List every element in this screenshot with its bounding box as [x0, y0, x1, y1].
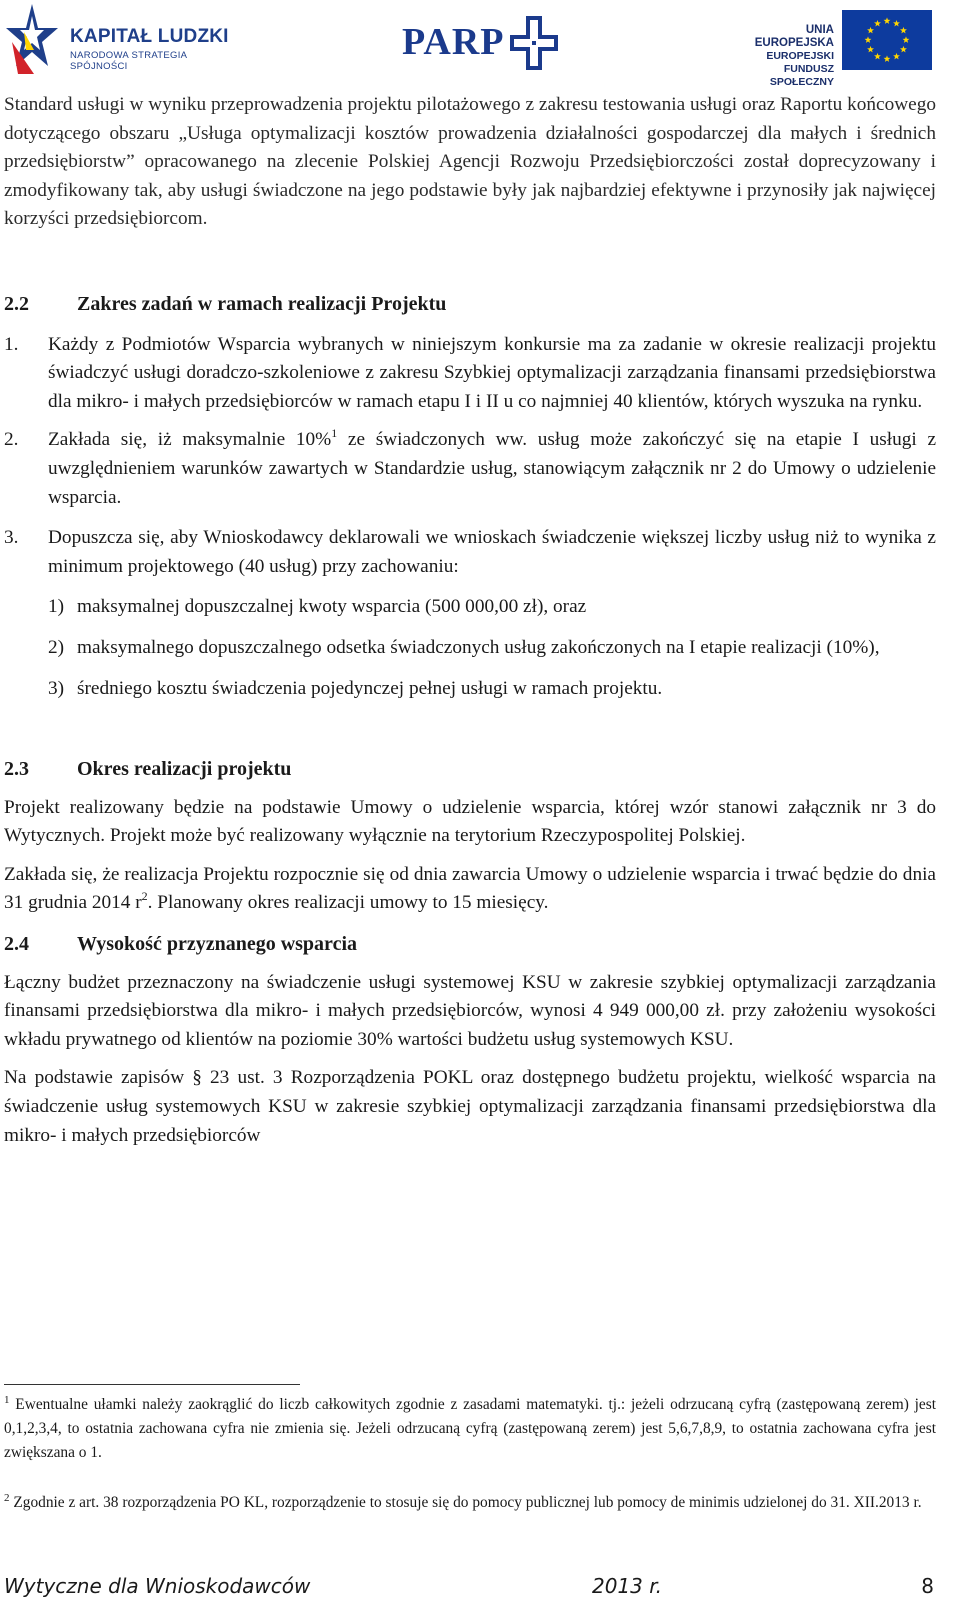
parp-wordmark: PARP	[402, 21, 505, 63]
list-item-1	[4, 331, 936, 417]
footer-year: 2013 r.	[592, 1574, 662, 1598]
sub-item-text: maksymalnej dopuszczalnej kwoty wsparcia (500 000,00 zł), oraz	[77, 596, 587, 618]
footer-title: Wytyczne dla Wnioskodawców	[4, 1574, 311, 1598]
section-title: Okres realizacji projektu	[77, 758, 292, 781]
footnote-marker: 1	[4, 1394, 10, 1406]
list-marker: 2.	[4, 429, 19, 451]
sub-marker: 1)	[48, 596, 65, 618]
section-title: Wysokość przyznanego wsparcia	[77, 933, 357, 956]
footnote-text: Ewentualne ułamki należy zaokrąglić do liczb całkowitych zgodnie z zasadami matematyki. tj.: jeżeli odrzucaną cyfrą (zastępowaną zerem) jest 0,1,2,3,4, to ostatnia zachowana cyfra nie zmienia się. Jeżeli odrzucaną cyfrą (zastępowaną zerem) jest 5,6,7,8,9, to ostatnia zachowana cyfra jest zwiększana o 1.	[4, 1396, 936, 1461]
footnote-text: Zgodnie z art. 38 rozporządzenia PO KL, rozporządzenie to stosuje się do pomocy publicznej lub pomocy de minimis udzielonej do 31. XII.2013 r.	[9, 1494, 922, 1511]
eu-line-3: FUNDUSZ SPOŁECZNY	[769, 63, 834, 88]
s24-paragraph-1: Łączny budżet przeznaczony na świadczenie usługi systemowej KSU w zakresie szybkiej optymalizacji zarządzania finansami przedsiębiorstwa dla mikro- i małych przedsiębiorców, wynosi 4 949 000,00 zł. przy założeniu wysokości wkładu prywatnego od klientów na poziomie 30% wartości budżetu usług systemowych KSU.	[4, 971, 936, 1050]
sub-item-3	[48, 675, 936, 704]
page-header	[0, 0, 960, 88]
page-number: 8	[921, 1574, 934, 1598]
s23-paragraph-2: Zakłada się, że realizacja Projektu rozpocznie się od dnia zawarcia Umowy o udzielenie wsparcia i trwać będzie do dnia 31 grudnia 2014 $r^2$. Planowany okres realizacji umowy to 15 miesięcy.	[4, 863, 936, 914]
sub-item-2	[48, 634, 936, 663]
eu-line-1: UNIA EUROPEJSKA	[754, 24, 834, 49]
sub-marker: 3)	[48, 677, 65, 699]
section-2-3-heading	[4, 755, 936, 784]
footnote-separator	[4, 1384, 300, 1385]
sub-marker: 2)	[48, 636, 65, 658]
intro-paragraph: Standard usługi w wyniku przeprowadzenia projektu pilotażowego z zakresu testowania usługi oraz Raportu końcowego dotyczącego obszaru „Usługa optymalizacji kosztów prowadzenia działalności gospodarczej dla małych i średnich przedsiębiorstw” opracowanego na zlecenie Polskiej Agencji Rozwoju Przedsiębiorczości został doprecyzowany i zmodyfikowany tak, aby usługi świadczone na jego podstawie były jak najbardziej efektywne i przynosiły jak najwięcej korzyści przedsiębiorcom.	[4, 94, 936, 230]
eu-line-2: EUROPEJSKI	[766, 50, 834, 62]
section-number: 2.2	[4, 292, 29, 315]
page-footer	[4, 1568, 936, 1602]
section-title: Zakres zadań w ramach realizacji Projektu	[77, 292, 447, 315]
kl-subtitle: NARODOWA STRATEGIA SPÓJNOŚCI	[70, 50, 187, 72]
parp-logo	[402, 14, 562, 72]
document-body	[4, 91, 936, 1150]
section-2-4-heading	[4, 930, 936, 959]
list-item-text: Dopuszcza się, aby Wnioskodawcy deklarowali we wnioskach świadczenie większej liczby usług niż to wynika z minimum projektowego (40 usług) przy zachowaniu:	[48, 527, 936, 577]
list-item-3	[4, 524, 936, 581]
eu-logo	[724, 10, 932, 88]
sub-item-1	[48, 593, 936, 622]
list-marker: 1.	[4, 333, 19, 355]
s23-paragraph-1: Projekt realizowany będzie na podstawie Umowy o udzielenie wsparcia, której wzór stanowi załącznik nr 3 do Wytycznych. Projekt może być realizowany wyłącznie na terytorium Rzeczypospolitej Polskiej.	[4, 796, 936, 847]
parp-cross-icon	[510, 16, 558, 70]
section-number: 2.4	[4, 933, 29, 956]
list-marker: 3.	[4, 527, 19, 549]
list-item-text: Zakłada się, iż maksymalnie 10%$^1$ ze świadczonych ww. usług może zakończyć się na etapie I usługi z uwzględnieniem warunków zawartych w Standardzie usług, stanowiącym załącznik nr 2 do Umowy o udzielenie wsparcia.	[48, 426, 936, 508]
footnote-ref-1[interactable]: 1	[331, 426, 338, 441]
sub-item-text: średniego kosztu świadczenia pojedynczej pełnej usługi w ramach projektu.	[77, 677, 663, 699]
kl-title: KAPITAŁ LUDZKI	[70, 26, 229, 47]
kapital-ludzki-logo	[4, 2, 244, 76]
list-item-text: Każdy z Podmiotów Wsparcia wybranych w niniejszym konkursie ma za zadanie w okresie realizacji projektu świadczyć usługi doradczo-szkoleniowe z zakresu Szybkiej optymalizacji zarządzania finansami przedsiębiorstwa dla mikro- i małych przedsiębiorców w ramach etapu I i II u co najmniej 40 klientów, których wyszuka na rynku.	[48, 333, 936, 412]
sub-item-text: maksymalnego dopuszczalnego odsetka świadczonych usług zakończonych na I etapie realizacji (10%),	[77, 636, 880, 658]
section-2-2-heading	[4, 290, 936, 319]
section-number: 2.3	[4, 758, 29, 781]
footnote-marker: 2	[4, 1492, 10, 1504]
eu-flag-icon	[842, 10, 932, 70]
footnote-1	[4, 1393, 936, 1465]
footnote-2	[4, 1491, 936, 1515]
s24-paragraph-2: Na podstawie zapisów § 23 ust. 3 Rozporządzenia POKL oraz dostępnego budżetu projektu, wielkość wsparcia na świadczenie usług systemowych KSU w zakresie szybkiej optymalizacji zarządzania finansami przedsiębiorstwa dla mikro- i małych przedsiębiorców	[4, 1067, 936, 1146]
kapital-ludzki-star-icon	[4, 2, 60, 74]
footnote-ref-2[interactable]: 2	[141, 889, 148, 904]
list-item-2	[4, 426, 936, 512]
